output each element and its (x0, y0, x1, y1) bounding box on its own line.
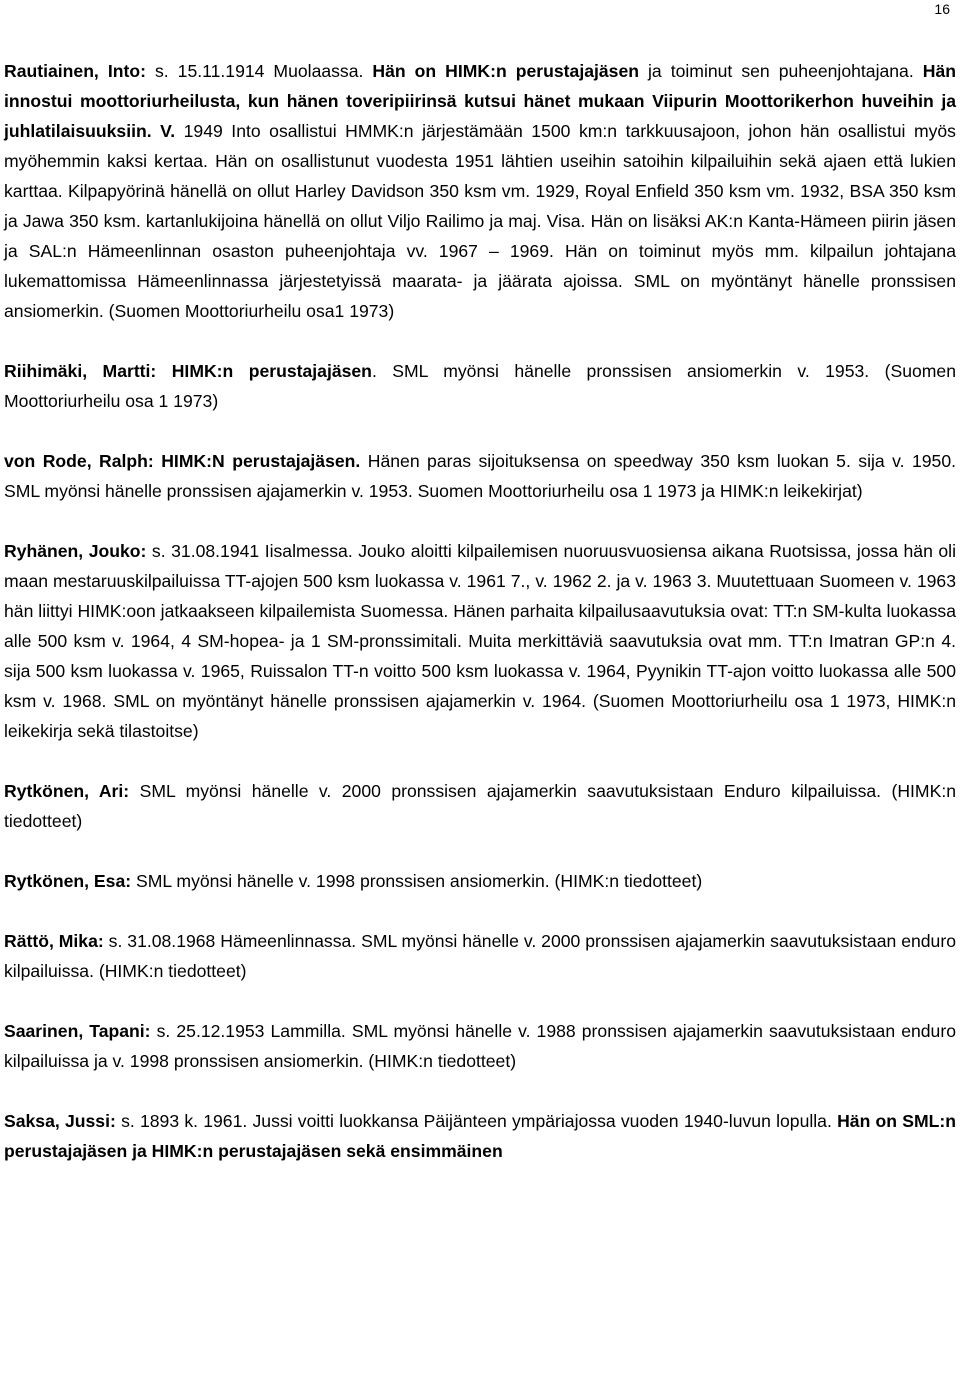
document-body (4, 56, 956, 1166)
entry-text: s. 31.08.1941 Iisalmessa. Jouko aloitti kilpailemisen nuoruusvuosiensa aikana Ruotsissa, jossa hän oli maan mestaruuskilpailuissa TT-ajojen 500 ksm luokassa v. 1961 7., v. 1962 2. ja v. 1963 3. Muutettuaan Suomeen v. 1963 hän liittyi HIMK:oon jatkaakseen kilpailemista Suomessa. Hänen parhaita kilpailusaavutuksia ovat: TT:n SM-kulta luokassa alle 500 ksm v. 1964, 4 SM-hopea- ja 1 SM-pronssimitali. Muita merkittäviä saavutuksia ovat mm. TT:n Imatran GP:n 4. sija 500 ksm luokassa v. 1965, Ruissalon TT-n voitto 500 ksm luokassa v. 1964, Pyynikin TT-ajon voitto luokassa alle 500 ksm v. 1968. SML on myöntänyt hänelle pronssisen ajajamerkin v. 1964. (Suomen Moottoriurheilu osa 1 1973, HIMK:n leikekirja sekä tilastoitse) (4, 541, 956, 741)
entry-name: Rautiainen, Into: (4, 61, 146, 81)
entry-saarinen-tapani (4, 1016, 956, 1076)
entry-rautiainen-into (4, 56, 956, 326)
entry-riihimaki-martti (4, 356, 956, 416)
entry-text: 1949 Into osallistui HMMK:n järjestämään 1500 km:n tarkkuusajoon, johon hän osallistui myös myöhemmin kaksi kertaa. Hän on osallistunut vuodesta 1951 lähtien useihin satoihin kilpailuihin sekä ajaen että lukien karttaa. Kilpapyörinä hänellä on ollut Harley Davidson 350 ksm vm. 1929, Royal Enfield 350 ksm vm. 1932, BSA 350 ksm ja Jawa 350 ksm. kartanlukijoina hänellä on ollut Viljo Railimo ja maj. Visa. Hän on lisäksi AK:n Kanta-Hämeen piirin jäsen ja SAL:n Hämeenlinnan osaston puheenjohtaja vv. 1967 – 1969. Hän on toiminut myös mm. kilpailun johtajana lukemattomissa Hämeenlinnassa järjestetyissä maarata- ja jäärata ajoissa. SML on myöntänyt hänelle pronssisen ansiomerkin. (Suomen Moottoriurheilu osa1 1973) (4, 121, 956, 321)
entry-text: s. 1893 k. 1961. Jussi voitti luokkansa Päijänteen ympäriajossa vuoden 1940-luvun lopulla. (115, 1111, 838, 1131)
entry-name: Riihimäki, Martti: HIMK:n perustajajäsen (4, 361, 372, 381)
entry-text-bold: Hän innostui moottoriurheilusta, kun hänen toveripiirinsä kutsui hänet mukaan Viipurin Moottorikerhon huveihin ja juhlatilaisuuksiin. V. (4, 61, 956, 141)
entry-von-rode-ralph (4, 446, 956, 506)
entry-text: SML myönsi hänelle v. 1998 pronssisen ansiomerkin. (HIMK:n tiedotteet) (131, 871, 703, 891)
page-number: 16 (934, 1, 950, 17)
entry-ratto-mika (4, 926, 956, 986)
entry-saksa-jussi (4, 1106, 956, 1166)
entry-name: von Rode, Ralph: HIMK:N perustajajäsen. (4, 451, 361, 471)
entry-text-bold: Hän on HIMK:n perustajajäsen (372, 61, 639, 81)
entry-text: s. 15.11.1914 Muolaassa. (145, 61, 373, 81)
entry-text: SML myönsi hänelle v. 2000 pronssisen ajajamerkin saavutuksistaan Enduro kilpailuissa. (HIMK:n tiedotteet) (4, 781, 956, 831)
entry-ryhanen-jouko (4, 536, 956, 746)
entry-name: Rytkönen, Ari: (4, 781, 130, 801)
entry-name: Ryhänen, Jouko: (4, 541, 147, 561)
entry-text: ja toiminut sen puheenjohtajana. (638, 61, 923, 81)
entry-name: Rytkönen, Esa: (4, 871, 132, 891)
entry-name: Saksa, Jussi: (4, 1111, 116, 1131)
entry-text: s. 25.12.1953 Lammilla. SML myönsi hänelle v. 1988 pronssisen ajajamerkin saavutuksistaan enduro kilpailuissa ja v. 1998 pronssisen ansiomerkin. (HIMK:n tiedotteet) (4, 1021, 956, 1071)
entry-rytkonen-esa (4, 866, 956, 896)
entry-text-bold: Hän on SML:n perustajajäsen ja HIMK:n perustajajäsen sekä ensimmäinen (4, 1111, 956, 1161)
entry-text: s. 31.08.1968 Hämeenlinnassa. SML myönsi hänelle v. 2000 pronssisen ajajamerkin saavutuksistaan enduro kilpailuissa. (HIMK:n tiedotteet) (4, 931, 956, 981)
entry-text: Hänen paras sijoituksensa on speedway 350 ksm luokan 5. sija v. 1950. SML myönsi hänelle pronssisen ajajamerkin v. 1953. Suomen Moottoriurheilu osa 1 1973 ja HIMK:n leikekirjat) (4, 451, 956, 501)
entry-text: . SML myönsi hänelle pronssisen ansiomerkin v. 1953. (Suomen Moottoriurheilu osa 1 1973) (4, 361, 956, 411)
entry-rytkonen-ari (4, 776, 956, 836)
entry-name: Rättö, Mika: (4, 931, 104, 951)
entry-name: Saarinen, Tapani: (4, 1021, 151, 1041)
